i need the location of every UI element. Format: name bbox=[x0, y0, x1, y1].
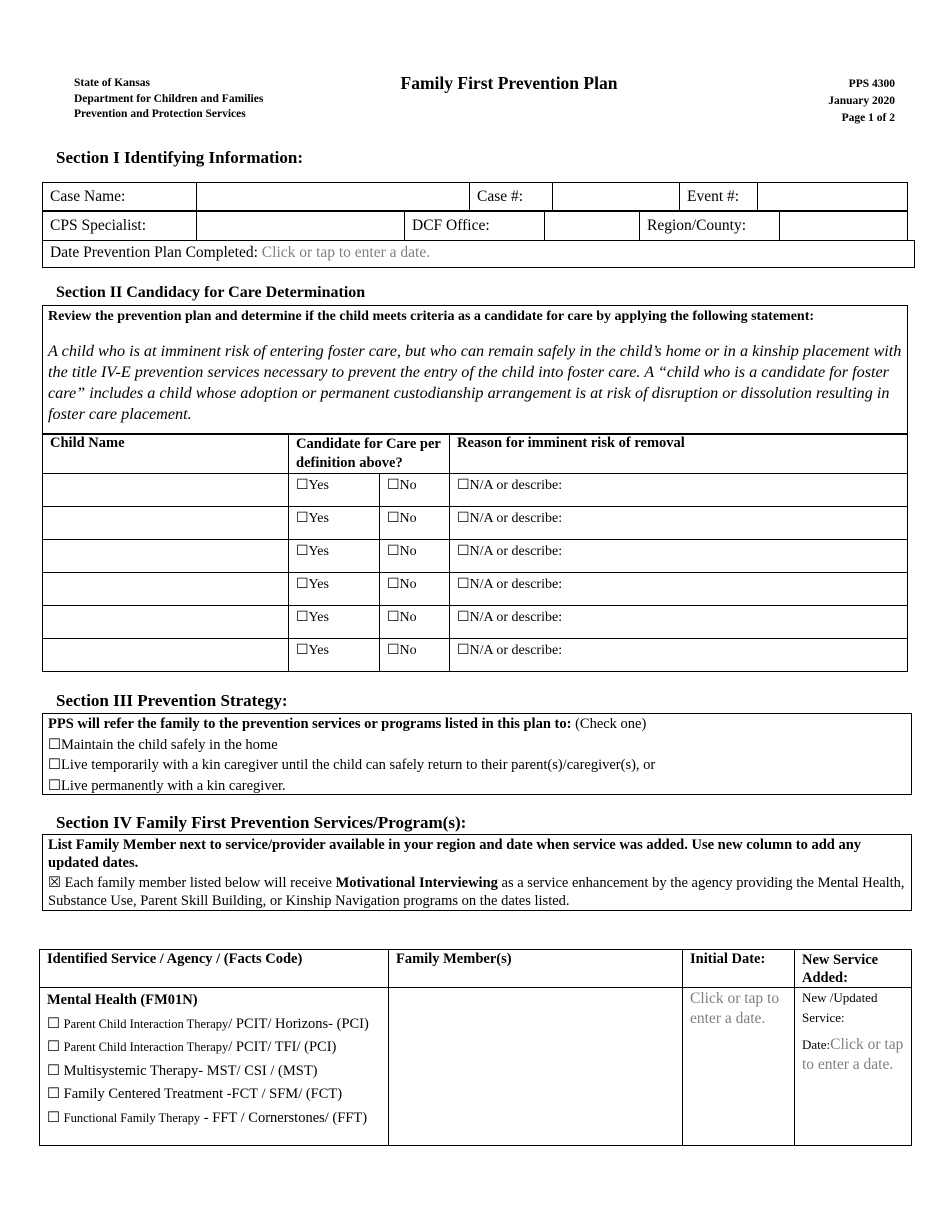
form-id-block bbox=[828, 76, 895, 127]
initial-date-picker[interactable]: Click or tap to enter a date. bbox=[683, 988, 795, 1146]
section-4-title: Section IV Family First Prevention Services/Program(s): bbox=[56, 813, 467, 832]
agency-line-1: State of Kansas bbox=[74, 77, 151, 89]
mental-health-service-cell bbox=[40, 988, 389, 1146]
new-service-label: New /Updated Service: bbox=[802, 990, 878, 1025]
candidacy-table bbox=[42, 433, 908, 672]
cps-specialist-field[interactable] bbox=[197, 212, 405, 241]
service-name: Multisystemic Therapy- MST/ CSI / (MST) bbox=[63, 1062, 318, 1079]
col-new-service-added: New Service Added: bbox=[795, 950, 912, 988]
event-number-label: Event #: bbox=[680, 183, 758, 211]
child-name-cell[interactable] bbox=[43, 474, 289, 507]
checked-checkbox-icon[interactable]: ☒ bbox=[48, 875, 61, 891]
strategy-option-live-permanently[interactable] bbox=[43, 776, 911, 797]
strategy-intro-bold: PPS will refer the family to the prevention services or programs listed in this plan to: bbox=[48, 716, 572, 732]
date-completed-picker[interactable]: Click or tap to enter a date. bbox=[261, 244, 431, 261]
section-2-title: Section II Candidacy for Care Determination bbox=[56, 284, 366, 301]
child-name-cell[interactable] bbox=[43, 639, 289, 672]
service-option-mst[interactable] bbox=[47, 1060, 381, 1084]
col-child-name: Child Name bbox=[43, 434, 289, 474]
cps-specialist-label: CPS Specialist: bbox=[43, 212, 197, 241]
event-number-field[interactable] bbox=[758, 183, 908, 211]
services-table bbox=[39, 949, 912, 1146]
candidate-definition: A child who is at imminent risk of entering foster care, but who can remain safely in the child’s home or in a kinship placement with the title IV-E prevention services necessary to prevent the entry of the child into foster care. A “child who is a candidate for foster care” includes a child whose adoption or permanent custodianship arrangement is at risk of disruption or dissolution resulting in foster care placement. bbox=[48, 342, 902, 423]
strategy-intro-note: (Check one) bbox=[571, 716, 647, 732]
child-name-cell[interactable] bbox=[43, 573, 289, 606]
service-option-pcit-horizons[interactable] bbox=[47, 1013, 381, 1037]
child-name-cell[interactable] bbox=[43, 507, 289, 540]
col-candidate-for-care: Candidate for Care per definition above? bbox=[289, 434, 450, 474]
case-name-field[interactable] bbox=[197, 183, 470, 211]
service-name: Family Centered Treatment -FCT / SFM/ (FCT) bbox=[63, 1086, 343, 1102]
candidate-no-checkbox[interactable]: ☐No bbox=[380, 573, 450, 606]
candidate-yes-checkbox[interactable]: ☐Yes bbox=[289, 573, 380, 606]
family-members-cell[interactable] bbox=[389, 988, 683, 1146]
prevention-strategy-box bbox=[42, 713, 912, 795]
candidacy-instruction: Review the prevention plan and determine if the child meets criteria as a candidate for care by applying the following statement: bbox=[48, 309, 815, 324]
services-instruction-box bbox=[42, 834, 912, 911]
region-county-label: Region/County: bbox=[640, 212, 780, 241]
checkbox-icon: ☐ bbox=[48, 736, 61, 753]
form-title: Family First Prevention Plan bbox=[400, 73, 618, 93]
case-name-label: Case Name: bbox=[43, 183, 197, 211]
dcf-office-label: DCF Office: bbox=[405, 212, 545, 241]
service-option-fft[interactable] bbox=[47, 1107, 381, 1131]
service-name-small: Functional Family Therapy bbox=[63, 1110, 201, 1125]
candidate-yes-checkbox[interactable]: ☐Yes bbox=[289, 474, 380, 507]
service-name: - FFT / Cornerstones/ (FFT) bbox=[200, 1109, 368, 1126]
candidate-no-checkbox[interactable]: ☐No bbox=[380, 474, 450, 507]
strategy-option-live-temporarily[interactable] bbox=[43, 755, 911, 776]
identifying-info-table-row2 bbox=[42, 211, 908, 241]
section-1-title: Section I Identifying Information: bbox=[56, 148, 303, 167]
identifying-info-table-row1 bbox=[42, 182, 908, 211]
new-service-date-picker[interactable]: Click or tap to enter a date. bbox=[802, 1036, 904, 1073]
service-option-pcit-tfi[interactable] bbox=[47, 1036, 381, 1060]
checkbox-icon: ☐ bbox=[47, 1062, 60, 1079]
strategy-option-label: Live temporarily with a kin caregiver until the child can safely return to their parent(s)/caregiver(s), or bbox=[61, 757, 656, 773]
reason-na-checkbox[interactable]: ☐N/A or describe: bbox=[450, 474, 908, 507]
checkbox-icon: ☐ bbox=[47, 1086, 60, 1102]
reason-na-checkbox[interactable]: ☐N/A or describe: bbox=[450, 639, 908, 672]
service-group-title: Mental Health (FM01N) bbox=[47, 992, 198, 1008]
col-family-members: Family Member(s) bbox=[389, 950, 683, 988]
col-reason-for-risk: Reason for imminent risk of removal bbox=[450, 434, 908, 474]
candidate-yes-checkbox[interactable]: ☐Yes bbox=[289, 507, 380, 540]
case-number-field[interactable] bbox=[553, 183, 680, 211]
service-name: / PCIT/ TFI/ (PCI) bbox=[228, 1039, 337, 1055]
region-county-field[interactable] bbox=[780, 212, 908, 241]
services-instruction: List Family Member next to service/provider available in your region and date when service was added. Use new column to add any updated dates. bbox=[48, 837, 862, 871]
service-option-fct[interactable] bbox=[47, 1083, 381, 1107]
checkbox-icon: ☐ bbox=[47, 1015, 60, 1032]
case-number-label: Case #: bbox=[470, 183, 553, 211]
motivational-interviewing-note bbox=[43, 872, 911, 910]
candidate-no-checkbox[interactable]: ☐No bbox=[380, 507, 450, 540]
section-3-title: Section III Prevention Strategy: bbox=[56, 691, 288, 710]
child-name-cell[interactable] bbox=[43, 606, 289, 639]
date-completed-row bbox=[42, 240, 915, 268]
service-name-small: Parent Child Interaction Therapy bbox=[63, 1040, 229, 1054]
child-name-cell[interactable] bbox=[43, 540, 289, 573]
checkbox-icon: ☐ bbox=[48, 757, 61, 773]
mi-bold: Motivational Interviewing bbox=[335, 875, 498, 891]
reason-na-checkbox[interactable]: ☐N/A or describe: bbox=[450, 540, 908, 573]
form-date: January 2020 bbox=[828, 95, 895, 107]
checkbox-icon: ☐ bbox=[47, 1109, 60, 1126]
candidate-yes-checkbox[interactable]: ☐Yes bbox=[289, 639, 380, 672]
form-number: PPS 4300 bbox=[848, 78, 895, 90]
reason-na-checkbox[interactable]: ☐N/A or describe: bbox=[450, 507, 908, 540]
candidate-no-checkbox[interactable]: ☐No bbox=[380, 606, 450, 639]
dcf-office-field[interactable] bbox=[545, 212, 640, 241]
new-service-date-block bbox=[802, 1035, 904, 1075]
reason-na-checkbox[interactable]: ☐N/A or describe: bbox=[450, 573, 908, 606]
reason-na-checkbox[interactable]: ☐N/A or describe: bbox=[450, 606, 908, 639]
mi-prefix: Each family member listed below will receive bbox=[61, 875, 336, 891]
strategy-option-label: Live permanently with a kin caregiver. bbox=[61, 777, 286, 794]
strategy-intro bbox=[43, 714, 911, 735]
col-identified-service: Identified Service / Agency / (Facts Code) bbox=[40, 950, 389, 988]
candidate-no-checkbox[interactable]: ☐No bbox=[380, 540, 450, 573]
new-service-cell bbox=[795, 988, 912, 1146]
date-completed-label: Date Prevention Plan Completed: bbox=[50, 244, 258, 261]
candidate-no-checkbox[interactable]: ☐No bbox=[380, 639, 450, 672]
mi-suffix: as a service enhancement by the agency providing the Mental Health, Substance Use, Parent Skill Building, or Kinship Navigation programs on the dates listed. bbox=[48, 875, 905, 909]
candidate-yes-checkbox[interactable]: ☐Yes bbox=[289, 540, 380, 573]
strategy-option-label: Maintain the child safely in the home bbox=[61, 736, 278, 753]
date-label: Date: bbox=[802, 1037, 831, 1052]
agency-line-2: Department for Children and Families bbox=[74, 92, 264, 105]
strategy-option-maintain[interactable] bbox=[43, 735, 911, 756]
candidacy-statement-box bbox=[42, 305, 908, 435]
page-number: Page 1 of 2 bbox=[841, 112, 895, 124]
col-initial-date: Initial Date: bbox=[683, 950, 795, 988]
service-name-small: Parent Child Interaction Therapy bbox=[63, 1016, 229, 1031]
service-name: / PCIT/ Horizons- (PCI) bbox=[228, 1015, 369, 1032]
agency-line-3: Prevention and Protection Services bbox=[74, 108, 246, 120]
checkbox-icon: ☐ bbox=[48, 777, 61, 794]
checkbox-icon: ☐ bbox=[47, 1039, 60, 1055]
candidate-yes-checkbox[interactable]: ☐Yes bbox=[289, 606, 380, 639]
